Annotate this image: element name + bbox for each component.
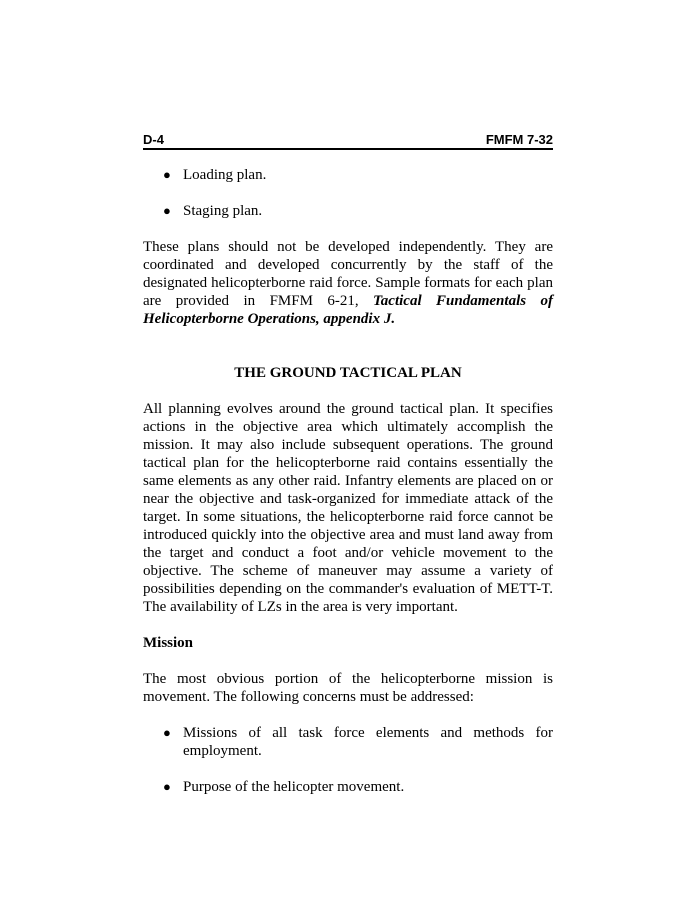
bullet-list-top (143, 166, 553, 220)
bullet-icon: ● (163, 779, 171, 794)
page-number: D-4 (143, 132, 164, 147)
section-heading: THE GROUND TACTICAL PLAN (234, 365, 462, 381)
list-item: ● Missions of all task force elements and methods for employment. (163, 725, 553, 759)
bullet-list-bottom (143, 724, 553, 796)
bullet-icon: ● (163, 725, 171, 740)
page (143, 132, 553, 796)
list-item: ● Loading plan. (163, 167, 267, 183)
page-header (143, 132, 553, 150)
paragraph-mission: The most obvious portion of the helicopterborne mission is movement. The following concerns must be addressed: (143, 671, 553, 705)
reference-title: Tactical Fundamentals of Helicopterborne Operations, appendix J. (143, 293, 553, 327)
bullet-icon: ● (163, 203, 171, 218)
subheading-mission: Mission (143, 635, 194, 651)
paragraph-ground-tactical-plan: All planning evolves around the ground tactical plan. It specifies actions in the objective area which ultimately accomplish the mission. It may also include subsequent operations. The ground tactical plan for the helicopterborne raid contains essentially the same elements as any other raid. Infantry elements are placed on or near the objective and task-organized for immediate attack of the target. In some situations, the helicopterborne raid force cannot be introduced quickly into the objective area and must land away from the target and conduct a foot and/or vehicle movement to the objective. The scheme of maneuver may assume a variety of possibilities depending on the commander's evaluation of METT-T. The availability of LZs in the area is very important. (143, 401, 553, 615)
manual-title: FMFM 7-32 (485, 132, 553, 147)
list-item: ● Staging plan. (163, 203, 263, 219)
bullet-icon: ● (163, 167, 171, 182)
list-item: ● Purpose of the helicopter movement. (163, 779, 405, 795)
paragraph-plans: These plans should not be developed independently. They are coordinated and developed concurrently by the staff of the designated helicopterborne raid force. Sample formats for each plan are provided in FMFM 6-21, Tactical Fundamentals of Helicopterborne Operations, appendix J. (143, 239, 553, 327)
